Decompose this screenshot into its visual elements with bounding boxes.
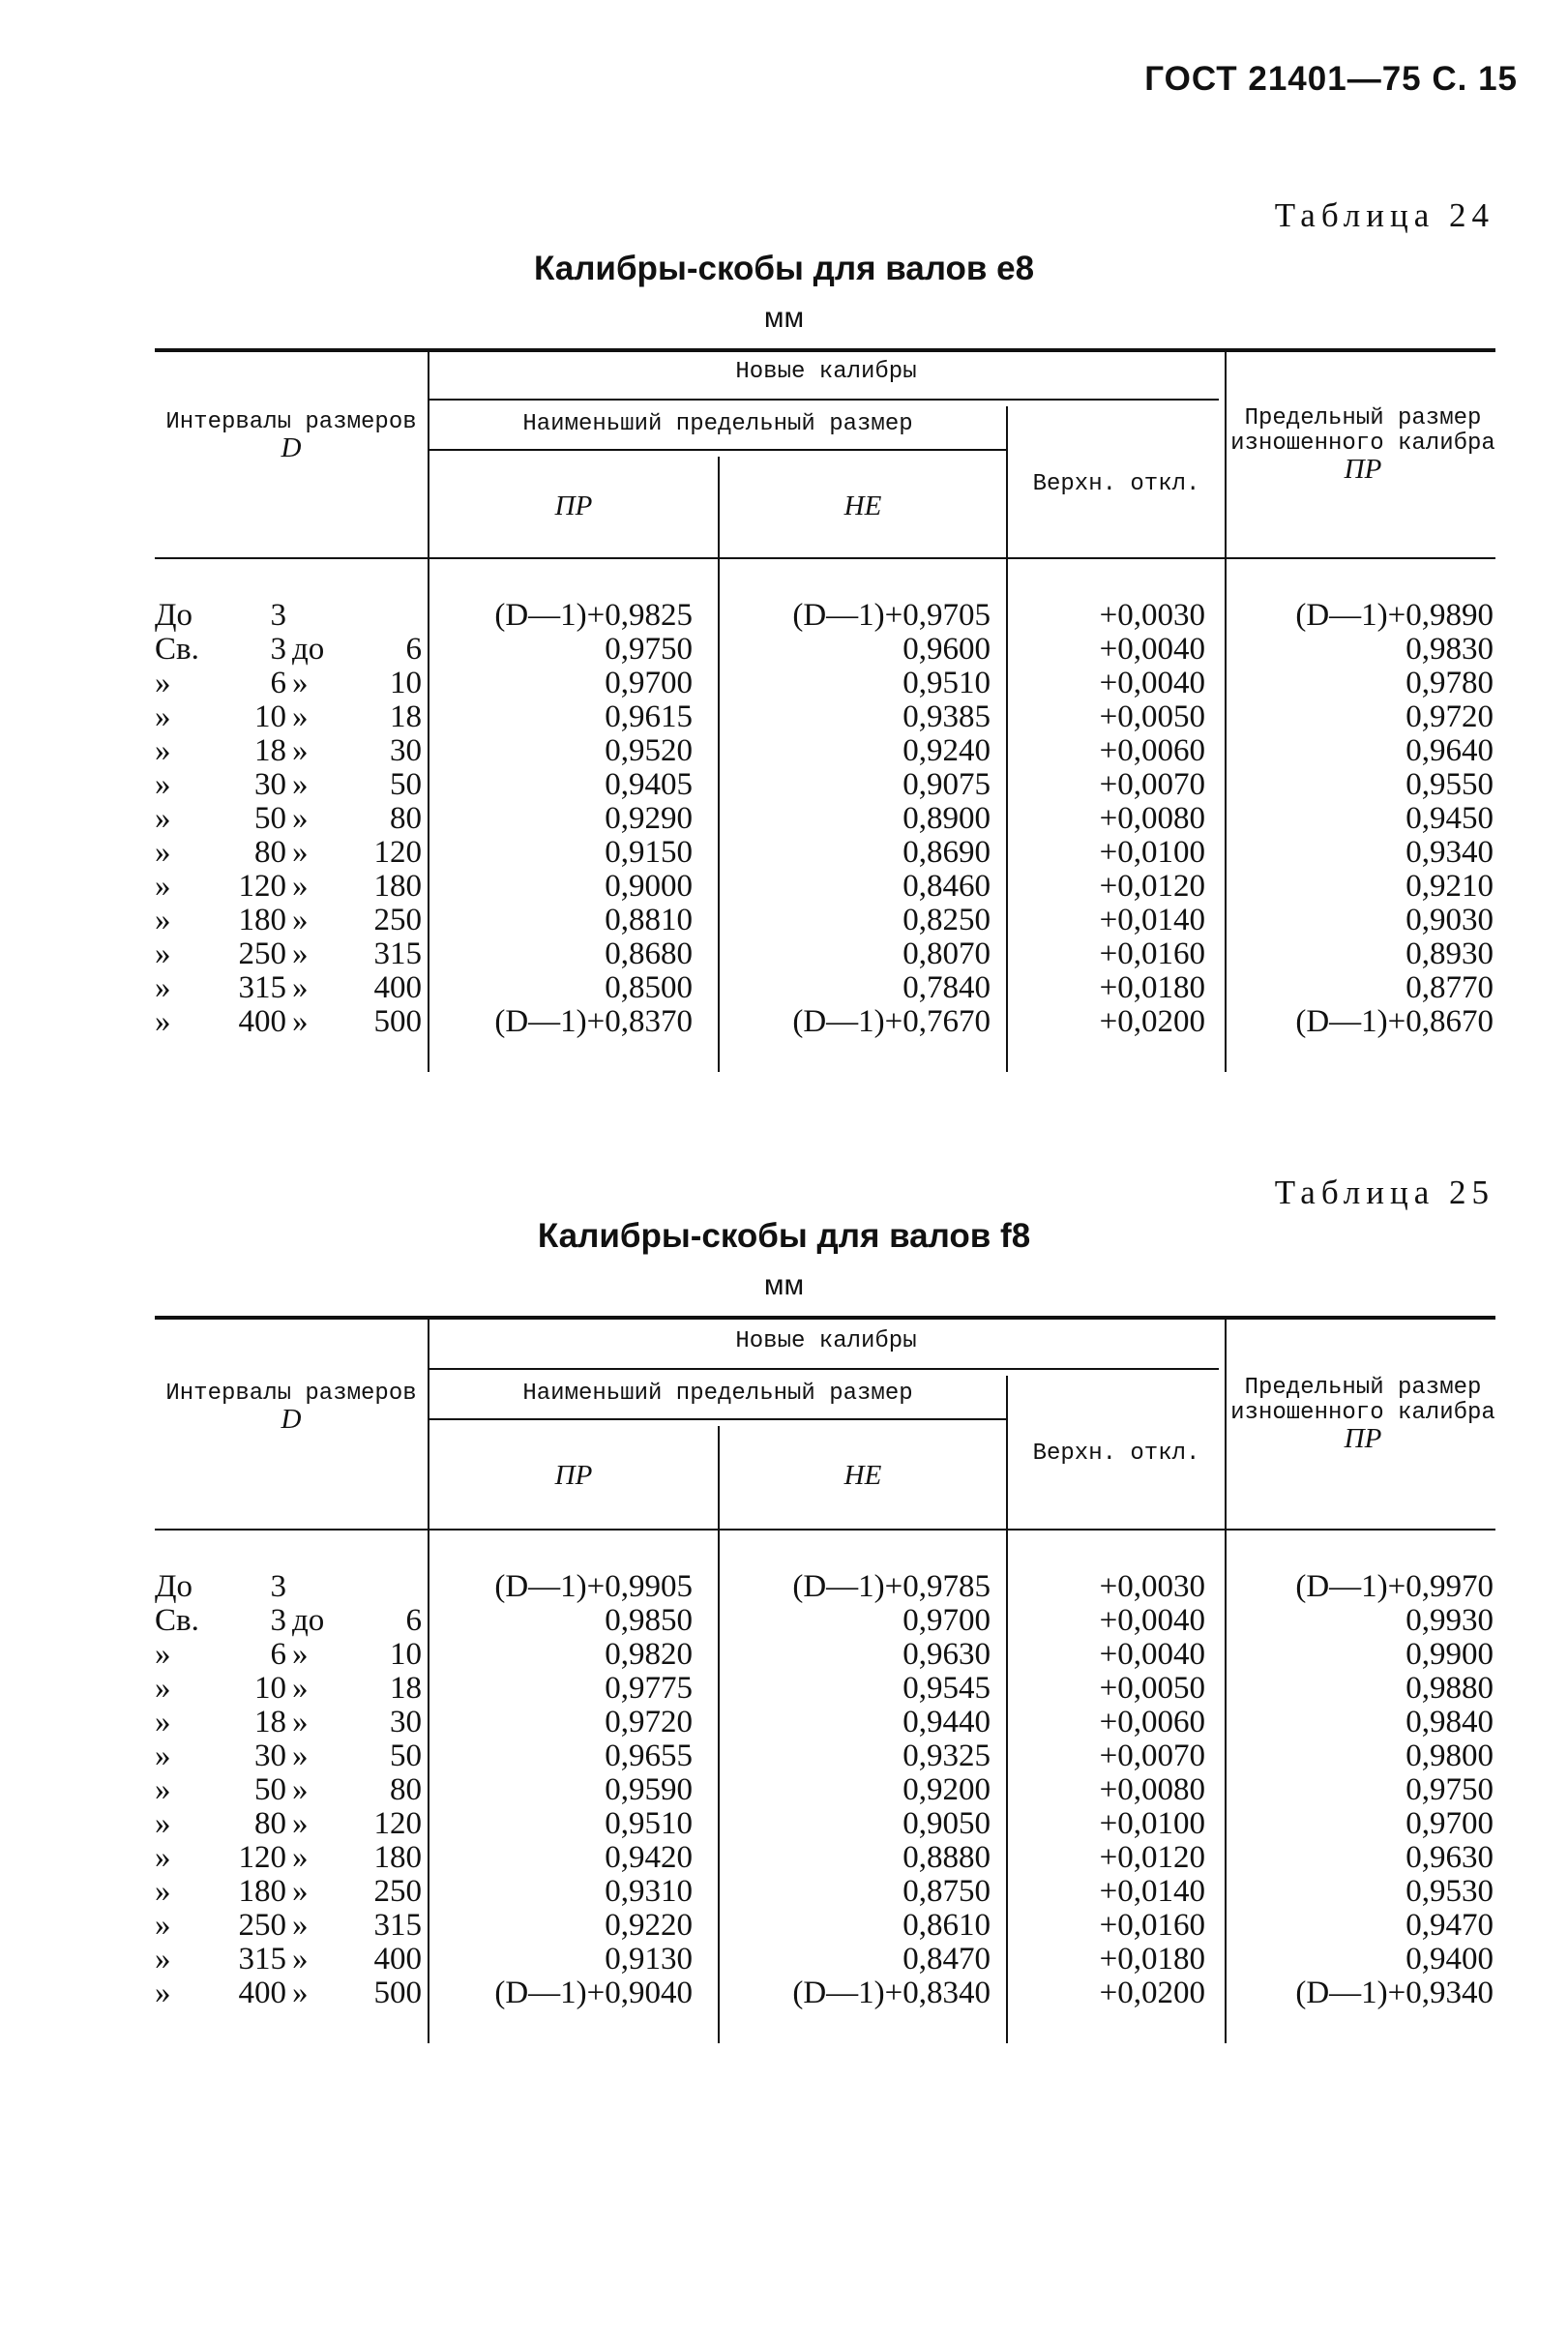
- interval-prefix-cell: »: [155, 733, 171, 768]
- interval-to-cell: 30: [390, 733, 422, 768]
- interval-prefix-cell: »: [155, 1942, 171, 1976]
- worn-limit-cell: 0,9030: [1405, 903, 1494, 937]
- header-intervals: [155, 410, 428, 464]
- table-row: [155, 1841, 1495, 1875]
- interval-to-cell: 250: [373, 903, 422, 937]
- interval-from-cell: 250: [238, 936, 286, 971]
- nogo-size-cell: (D—1)+0,7670: [792, 1004, 991, 1039]
- worn-limit-cell: 0,9400: [1405, 1942, 1494, 1976]
- worn-limit-cell: 0,9750: [1405, 1772, 1494, 1807]
- interval-prefix-cell: До: [155, 598, 193, 633]
- interval-word-cell: »: [292, 1705, 309, 1739]
- interval-to-cell: 120: [373, 835, 422, 870]
- interval-prefix-cell: »: [155, 1772, 171, 1807]
- header-min-size: Наименьший предельный размер: [522, 411, 913, 437]
- table-row: [155, 633, 1495, 667]
- upper-deviation-cell: +0,0030: [1099, 598, 1205, 633]
- worn-limit-cell: 0,9340: [1405, 835, 1494, 870]
- interval-to-cell: 50: [390, 767, 422, 802]
- worn-limit-cell: 0,9840: [1405, 1705, 1494, 1739]
- interval-word-cell: »: [292, 970, 309, 1005]
- go-size-cell: 0,8680: [605, 936, 693, 971]
- table-row: [155, 1604, 1495, 1638]
- interval-from-cell: 10: [254, 699, 286, 734]
- interval-word-cell: »: [292, 1671, 309, 1706]
- worn-limit-cell: 0,9720: [1405, 699, 1494, 734]
- worn-limit-cell: 0,8770: [1405, 970, 1494, 1005]
- worn-limit-cell: 0,9780: [1405, 666, 1494, 700]
- interval-word-cell: до: [292, 1603, 325, 1638]
- upper-deviation-cell: +0,0060: [1099, 733, 1205, 768]
- worn-limit-cell: 0,9550: [1405, 767, 1494, 802]
- header-bottom-rule: [155, 557, 1495, 559]
- worn-limit-cell: 0,9470: [1405, 1908, 1494, 1943]
- go-size-cell: 0,9590: [605, 1772, 693, 1807]
- interval-from-cell: 80: [254, 835, 286, 870]
- interval-prefix-cell: »: [155, 1705, 171, 1739]
- interval-from-cell: 18: [254, 1705, 286, 1739]
- upper-deviation-cell: +0,0060: [1099, 1705, 1205, 1739]
- interval-prefix-cell: »: [155, 1004, 171, 1039]
- header-intervals: [155, 1382, 428, 1436]
- go-size-cell: 0,9310: [605, 1874, 693, 1909]
- interval-prefix-cell: »: [155, 835, 171, 870]
- go-size-cell: 0,9655: [605, 1739, 693, 1773]
- interval-prefix-cell: »: [155, 1976, 171, 2010]
- interval-prefix-cell: »: [155, 1908, 171, 1943]
- upper-deviation-cell: +0,0080: [1099, 1772, 1205, 1807]
- header-pr: ПР: [554, 1460, 593, 1491]
- interval-word-cell: »: [292, 1772, 309, 1807]
- nogo-size-cell: 0,9510: [902, 666, 991, 700]
- interval-word-cell: »: [292, 1976, 309, 2010]
- table-row: [155, 734, 1495, 768]
- interval-word-cell: »: [292, 1637, 309, 1672]
- go-size-cell: 0,9775: [605, 1671, 693, 1706]
- nogo-size-cell: 0,9075: [902, 767, 991, 802]
- interval-prefix-cell: »: [155, 1874, 171, 1909]
- table-title: Калибры-скобы для валов f8: [537, 1217, 1031, 1255]
- upper-deviation-cell: +0,0140: [1099, 1874, 1205, 1909]
- table-title: Калибры-скобы для валов е8: [533, 250, 1035, 287]
- header-upper-deviation: Верхн. откл.: [1032, 471, 1200, 497]
- interval-prefix-cell: »: [155, 666, 171, 700]
- table-row: [155, 599, 1495, 633]
- interval-to-cell: 180: [373, 1840, 422, 1875]
- upper-deviation-cell: +0,0040: [1099, 632, 1205, 667]
- go-size-cell: 0,9720: [605, 1705, 693, 1739]
- new-gauges-rule: [428, 399, 1219, 401]
- interval-prefix-cell: До: [155, 1569, 193, 1604]
- interval-prefix-cell: »: [155, 1739, 171, 1773]
- interval-word-cell: »: [292, 1004, 309, 1039]
- interval-from-cell: 3: [270, 1569, 286, 1604]
- upper-deviation-cell: +0,0200: [1099, 1976, 1205, 2010]
- worn-limit-cell: 0,9830: [1405, 632, 1494, 667]
- interval-from-cell: 30: [254, 767, 286, 802]
- interval-to-cell: 250: [373, 1874, 422, 1909]
- nogo-size-cell: 0,8880: [902, 1840, 991, 1875]
- go-size-cell: 0,9000: [605, 869, 693, 904]
- interval-prefix-cell: »: [155, 1637, 171, 1672]
- worn-limit-cell: 0,9880: [1405, 1671, 1494, 1706]
- interval-word-cell: »: [292, 1942, 309, 1976]
- table-row: [155, 802, 1495, 836]
- interval-word-cell: »: [292, 1739, 309, 1773]
- table-row: [155, 1005, 1495, 1039]
- interval-word-cell: »: [292, 666, 309, 700]
- worn-limit-cell: (D—1)+0,8670: [1295, 1004, 1494, 1039]
- interval-to-cell: 80: [390, 801, 422, 836]
- worn-limit-cell: 0,9210: [1405, 869, 1494, 904]
- go-size-cell: 0,9615: [605, 699, 693, 734]
- nogo-size-cell: 0,9385: [902, 699, 991, 734]
- interval-to-cell: 80: [390, 1772, 422, 1807]
- interval-word-cell: »: [292, 767, 309, 802]
- interval-word-cell: »: [292, 801, 309, 836]
- interval-prefix-cell: Св.: [155, 632, 199, 667]
- page-header: ГОСТ 21401—75 С. 15: [1144, 60, 1518, 98]
- interval-from-cell: 10: [254, 1671, 286, 1706]
- interval-to-cell: 50: [390, 1739, 422, 1773]
- interval-from-cell: 50: [254, 1772, 286, 1807]
- interval-to-cell: 6: [405, 632, 422, 667]
- go-size-cell: 0,9510: [605, 1806, 693, 1841]
- interval-prefix-cell: »: [155, 801, 171, 836]
- upper-deviation-cell: +0,0120: [1099, 869, 1205, 904]
- table-row: [155, 1570, 1495, 1604]
- upper-deviation-cell: +0,0030: [1099, 1569, 1205, 1604]
- upper-deviation-cell: +0,0120: [1099, 1840, 1205, 1875]
- interval-to-cell: 10: [390, 666, 422, 700]
- header-min-size: Наименьший предельный размер: [522, 1381, 913, 1407]
- nogo-size-cell: 0,9200: [902, 1772, 991, 1807]
- interval-to-cell: 315: [373, 1908, 422, 1943]
- table-row: [155, 768, 1495, 802]
- interval-word-cell: »: [292, 936, 309, 971]
- upper-deviation-cell: +0,0040: [1099, 1603, 1205, 1638]
- top-rule: [155, 348, 1495, 352]
- worn-limit-cell: (D—1)+0,9890: [1295, 598, 1494, 633]
- nogo-size-cell: 0,9545: [902, 1671, 991, 1706]
- interval-from-cell: 30: [254, 1739, 286, 1773]
- upper-deviation-cell: +0,0080: [1099, 801, 1205, 836]
- interval-from-cell: 3: [270, 598, 286, 633]
- interval-to-cell: 500: [373, 1976, 422, 2010]
- table-unit: мм: [763, 1269, 805, 1301]
- nogo-size-cell: 0,8470: [902, 1942, 991, 1976]
- header-limit-worn: [1230, 406, 1495, 486]
- header-new-gauges: Новые калибры: [735, 1328, 917, 1354]
- interval-prefix-cell: »: [155, 970, 171, 1005]
- nogo-size-cell: 0,8610: [902, 1908, 991, 1943]
- col-divider: [1225, 1320, 1227, 1529]
- min-size-rule: [428, 449, 1006, 451]
- header-limit-worn-pr: ПР: [1344, 454, 1382, 485]
- interval-prefix-cell: »: [155, 903, 171, 937]
- interval-prefix-cell: »: [155, 1806, 171, 1841]
- interval-word-cell: »: [292, 733, 309, 768]
- interval-from-cell: 400: [238, 1976, 286, 2010]
- interval-word-cell: »: [292, 1840, 309, 1875]
- upper-deviation-cell: +0,0140: [1099, 903, 1205, 937]
- go-size-cell: (D—1)+0,9905: [494, 1569, 693, 1604]
- header-limit-worn-label: Предельный размер изношенного калибра: [1230, 1375, 1495, 1426]
- go-size-cell: 0,9405: [605, 767, 693, 802]
- header-upper-deviation: Верхн. откл.: [1032, 1441, 1200, 1467]
- upper-deviation-cell: +0,0100: [1099, 1806, 1205, 1841]
- table-row: [155, 1943, 1495, 1976]
- interval-to-cell: 180: [373, 869, 422, 904]
- nogo-size-cell: 0,9240: [902, 733, 991, 768]
- upper-deviation-cell: +0,0180: [1099, 970, 1205, 1005]
- nogo-size-cell: 0,9325: [902, 1739, 991, 1773]
- interval-to-cell: 400: [373, 970, 422, 1005]
- worn-limit-cell: 0,9800: [1405, 1739, 1494, 1773]
- interval-from-cell: 400: [238, 1004, 286, 1039]
- go-size-cell: 0,9150: [605, 835, 693, 870]
- interval-from-cell: 120: [238, 1840, 286, 1875]
- interval-word-cell: до: [292, 632, 325, 667]
- table-row: [155, 1706, 1495, 1739]
- table-row: [155, 1773, 1495, 1807]
- go-size-cell: (D—1)+0,9825: [494, 598, 693, 633]
- worn-limit-cell: 0,8930: [1405, 936, 1494, 971]
- header-pr: ПР: [554, 490, 593, 521]
- interval-word-cell: »: [292, 699, 309, 734]
- nogo-size-cell: (D—1)+0,9705: [792, 598, 991, 633]
- interval-from-cell: 18: [254, 733, 286, 768]
- interval-to-cell: 400: [373, 1942, 422, 1976]
- interval-from-cell: 3: [270, 632, 286, 667]
- interval-from-cell: 315: [238, 970, 286, 1005]
- nogo-size-cell: 0,9700: [902, 1603, 991, 1638]
- interval-word-cell: »: [292, 903, 309, 937]
- upper-deviation-cell: +0,0050: [1099, 699, 1205, 734]
- nogo-size-cell: 0,9630: [902, 1637, 991, 1672]
- interval-from-cell: 6: [270, 1637, 286, 1672]
- interval-from-cell: 180: [238, 903, 286, 937]
- table-row: [155, 971, 1495, 1005]
- worn-limit-cell: 0,9930: [1405, 1603, 1494, 1638]
- nogo-size-cell: 0,9600: [902, 632, 991, 667]
- worn-limit-cell: 0,9630: [1405, 1840, 1494, 1875]
- table-number: Таблица 24: [1274, 196, 1494, 234]
- table-row: [155, 1807, 1495, 1841]
- table-unit: мм: [763, 302, 805, 334]
- interval-prefix-cell: »: [155, 1840, 171, 1875]
- col-divider: [1225, 352, 1227, 557]
- header-limit-worn-label: Предельный размер изношенного калибра: [1230, 405, 1495, 457]
- nogo-size-cell: 0,8070: [902, 936, 991, 971]
- header-intervals-symbol: D: [281, 432, 302, 463]
- go-size-cell: (D—1)+0,8370: [494, 1004, 693, 1039]
- worn-limit-cell: (D—1)+0,9970: [1295, 1569, 1494, 1604]
- worn-limit-cell: 0,9700: [1405, 1806, 1494, 1841]
- worn-limit-cell: 0,9640: [1405, 733, 1494, 768]
- upper-deviation-cell: +0,0040: [1099, 666, 1205, 700]
- interval-from-cell: 6: [270, 666, 286, 700]
- table-row: [155, 1909, 1495, 1943]
- go-size-cell: 0,8810: [605, 903, 693, 937]
- interval-to-cell: 18: [390, 699, 422, 734]
- table-number: Таблица 25: [1274, 1174, 1494, 1211]
- table-row: [155, 1638, 1495, 1672]
- go-size-cell: 0,9850: [605, 1603, 693, 1638]
- table-row: [155, 836, 1495, 870]
- interval-from-cell: 180: [238, 1874, 286, 1909]
- nogo-size-cell: (D—1)+0,8340: [792, 1976, 991, 2010]
- header-intervals-symbol: D: [281, 1404, 302, 1435]
- nogo-size-cell: (D—1)+0,9785: [792, 1569, 991, 1604]
- interval-from-cell: 315: [238, 1942, 286, 1976]
- nogo-size-cell: 0,8690: [902, 835, 991, 870]
- interval-prefix-cell: »: [155, 699, 171, 734]
- upper-deviation-cell: +0,0070: [1099, 1739, 1205, 1773]
- header-limit-worn: [1230, 1376, 1495, 1455]
- upper-deviation-cell: +0,0050: [1099, 1671, 1205, 1706]
- interval-from-cell: 50: [254, 801, 286, 836]
- interval-to-cell: 10: [390, 1637, 422, 1672]
- interval-word-cell: »: [292, 1806, 309, 1841]
- interval-word-cell: »: [292, 1908, 309, 1943]
- interval-to-cell: 315: [373, 936, 422, 971]
- header-bottom-rule: [155, 1529, 1495, 1531]
- interval-prefix-cell: »: [155, 936, 171, 971]
- go-size-cell: 0,9820: [605, 1637, 693, 1672]
- interval-to-cell: 120: [373, 1806, 422, 1841]
- header-ne: НЕ: [843, 490, 882, 521]
- top-rule: [155, 1316, 1495, 1320]
- worn-limit-cell: 0,9530: [1405, 1874, 1494, 1909]
- interval-from-cell: 250: [238, 1908, 286, 1943]
- table-row: [155, 870, 1495, 904]
- interval-to-cell: 6: [405, 1603, 422, 1638]
- table-row: [155, 1976, 1495, 2010]
- go-size-cell: 0,9130: [605, 1942, 693, 1976]
- new-gauges-rule: [428, 1368, 1219, 1370]
- go-size-cell: 0,9520: [605, 733, 693, 768]
- nogo-size-cell: 0,8750: [902, 1874, 991, 1909]
- table-row: [155, 1672, 1495, 1706]
- table-row: [155, 1875, 1495, 1909]
- header-intervals-label: Интервалы размеров: [165, 409, 417, 435]
- interval-to-cell: 500: [373, 1004, 422, 1039]
- interval-prefix-cell: Св.: [155, 1603, 199, 1638]
- interval-word-cell: »: [292, 869, 309, 904]
- table-row: [155, 904, 1495, 937]
- interval-to-cell: 18: [390, 1671, 422, 1706]
- interval-prefix-cell: »: [155, 869, 171, 904]
- worn-limit-cell: 0,9900: [1405, 1637, 1494, 1672]
- interval-prefix-cell: »: [155, 1671, 171, 1706]
- go-size-cell: 0,9700: [605, 666, 693, 700]
- go-size-cell: 0,8500: [605, 970, 693, 1005]
- interval-prefix-cell: »: [155, 767, 171, 802]
- interval-to-cell: 30: [390, 1705, 422, 1739]
- nogo-size-cell: 0,8460: [902, 869, 991, 904]
- interval-word-cell: »: [292, 1874, 309, 1909]
- min-size-rule: [428, 1418, 1006, 1420]
- table-row: [155, 1739, 1495, 1773]
- go-size-cell: 0,9750: [605, 632, 693, 667]
- interval-from-cell: 3: [270, 1603, 286, 1638]
- worn-limit-cell: 0,9450: [1405, 801, 1494, 836]
- interval-from-cell: 80: [254, 1806, 286, 1841]
- header-limit-worn-pr: ПР: [1344, 1423, 1382, 1454]
- table-row: [155, 937, 1495, 971]
- interval-from-cell: 120: [238, 869, 286, 904]
- go-size-cell: (D—1)+0,9040: [494, 1976, 693, 2010]
- upper-deviation-cell: +0,0040: [1099, 1637, 1205, 1672]
- table-row: [155, 700, 1495, 734]
- header-intervals-label: Интервалы размеров: [165, 1381, 417, 1407]
- upper-deviation-cell: +0,0070: [1099, 767, 1205, 802]
- header-new-gauges: Новые калибры: [735, 359, 917, 385]
- nogo-size-cell: 0,9440: [902, 1705, 991, 1739]
- nogo-size-cell: 0,7840: [902, 970, 991, 1005]
- interval-word-cell: »: [292, 835, 309, 870]
- upper-deviation-cell: +0,0160: [1099, 1908, 1205, 1943]
- upper-deviation-cell: +0,0100: [1099, 835, 1205, 870]
- go-size-cell: 0,9290: [605, 801, 693, 836]
- nogo-size-cell: 0,8900: [902, 801, 991, 836]
- go-size-cell: 0,9420: [605, 1840, 693, 1875]
- worn-limit-cell: (D—1)+0,9340: [1295, 1976, 1494, 2010]
- upper-deviation-cell: +0,0160: [1099, 936, 1205, 971]
- nogo-size-cell: 0,9050: [902, 1806, 991, 1841]
- go-size-cell: 0,9220: [605, 1908, 693, 1943]
- upper-deviation-cell: +0,0200: [1099, 1004, 1205, 1039]
- header-ne: НЕ: [843, 1460, 882, 1491]
- upper-deviation-cell: +0,0180: [1099, 1942, 1205, 1976]
- table-row: [155, 667, 1495, 700]
- nogo-size-cell: 0,8250: [902, 903, 991, 937]
